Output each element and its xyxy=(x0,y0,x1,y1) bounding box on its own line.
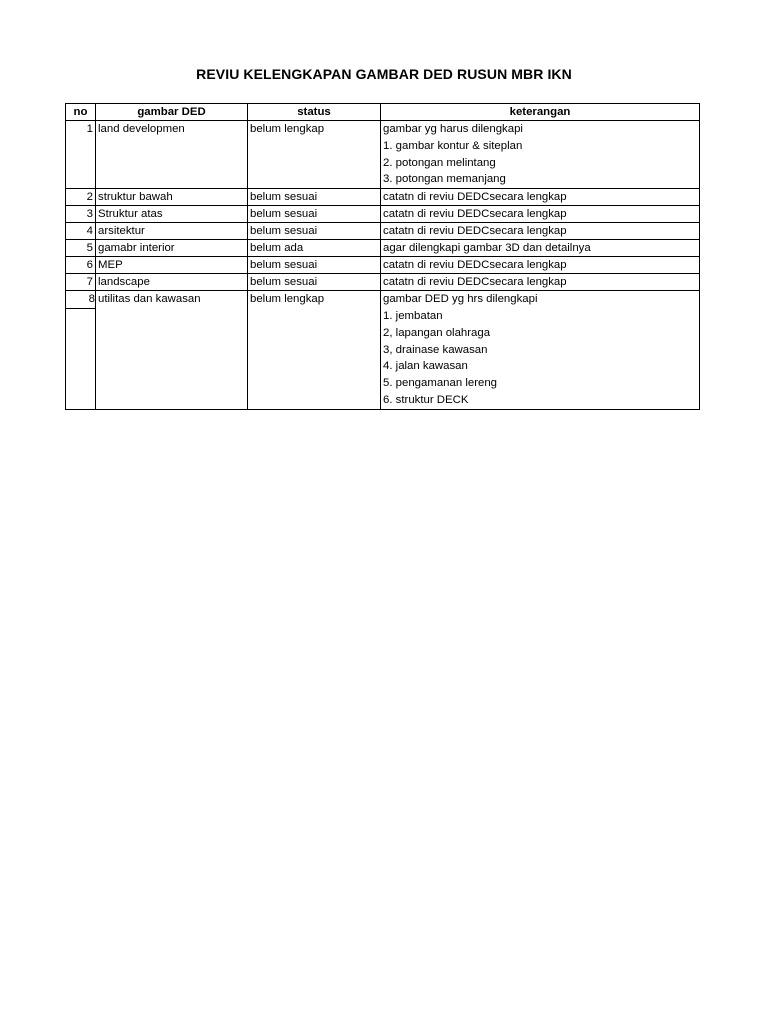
row-no: 2 xyxy=(66,189,96,206)
table-row xyxy=(66,189,700,206)
header-status: status xyxy=(248,104,381,121)
row-no: 6 xyxy=(66,257,96,274)
row-no: 3 xyxy=(66,206,96,223)
keterangan-line: 3, drainase kawasan xyxy=(383,343,488,356)
table-row xyxy=(66,223,700,240)
keterangan-line: gambar yg harus dilengkapi xyxy=(383,123,523,135)
row-gambar: gamabr interior xyxy=(96,240,248,257)
row-no: 4 xyxy=(66,223,96,240)
row-no: 1 xyxy=(66,121,96,189)
row-keterangan: catatn di reviu DEDCsecara lengkap xyxy=(381,274,700,291)
row-no: 8 xyxy=(66,291,96,410)
row-keterangan: catatn di reviu DEDCsecara lengkap xyxy=(381,257,700,274)
header-keterangan: keterangan xyxy=(381,104,700,121)
row-status: belum sesuai xyxy=(248,223,381,240)
row-status: belum sesuai xyxy=(248,274,381,291)
table-row xyxy=(66,240,700,257)
row-no: 5 xyxy=(66,240,96,257)
table-row xyxy=(66,291,700,410)
keterangan-line: 1. gambar kontur & siteplan xyxy=(383,139,523,152)
row-status: belum lengkap xyxy=(248,291,381,410)
keterangan-line: 6. struktur DECK xyxy=(383,393,469,406)
row-gambar: land developmen xyxy=(96,121,248,189)
row-no: 7 xyxy=(66,274,96,291)
row-keterangan: catatn di reviu DEDCsecara lengkap xyxy=(381,189,700,206)
row-keterangan xyxy=(381,291,700,410)
row-keterangan xyxy=(381,121,700,189)
row-gambar: MEP xyxy=(96,257,248,274)
keterangan-line: gambar DED yg hrs dilengkapi xyxy=(383,293,538,306)
row-gambar: arsitektur xyxy=(96,223,248,240)
table-row xyxy=(66,274,700,291)
table-row xyxy=(66,206,700,223)
row-status: belum sesuai xyxy=(248,257,381,274)
keterangan-line: 4. jalan kawasan xyxy=(383,360,468,373)
header-gambar-ded: gambar DED xyxy=(96,104,248,121)
row-keterangan: catatn di reviu DEDCsecara lengkap xyxy=(381,206,700,223)
keterangan-line: 3. potongan memanjang xyxy=(383,173,506,186)
row-gambar: landscape xyxy=(96,274,248,291)
row-gambar: struktur bawah xyxy=(96,189,248,206)
row-gambar: utilitas dan kawasan xyxy=(96,291,248,410)
page-title: REVIU KELENGKAPAN GAMBAR DED RUSUN MBR IKN xyxy=(196,66,572,82)
table-header-row xyxy=(66,104,700,121)
row-keterangan: agar dilengkapi gambar 3D dan detailnya xyxy=(381,240,700,257)
row-status: belum sesuai xyxy=(248,206,381,223)
keterangan-line: 1. jembatan xyxy=(383,309,443,322)
review-table xyxy=(65,103,700,410)
row-status: belum lengkap xyxy=(248,121,381,189)
table-row xyxy=(66,121,700,189)
header-no: no xyxy=(66,104,96,121)
row-status: belum sesuai xyxy=(248,189,381,206)
row-status: belum ada xyxy=(248,240,381,257)
keterangan-line: 5. pengamanan lereng xyxy=(383,377,497,390)
keterangan-line: 2. potongan melintang xyxy=(383,156,496,169)
keterangan-line: 2, lapangan olahraga xyxy=(383,326,491,339)
row-keterangan: catatn di reviu DEDCsecara lengkap xyxy=(381,223,700,240)
table-row xyxy=(66,257,700,274)
row-gambar: Struktur atas xyxy=(96,206,248,223)
